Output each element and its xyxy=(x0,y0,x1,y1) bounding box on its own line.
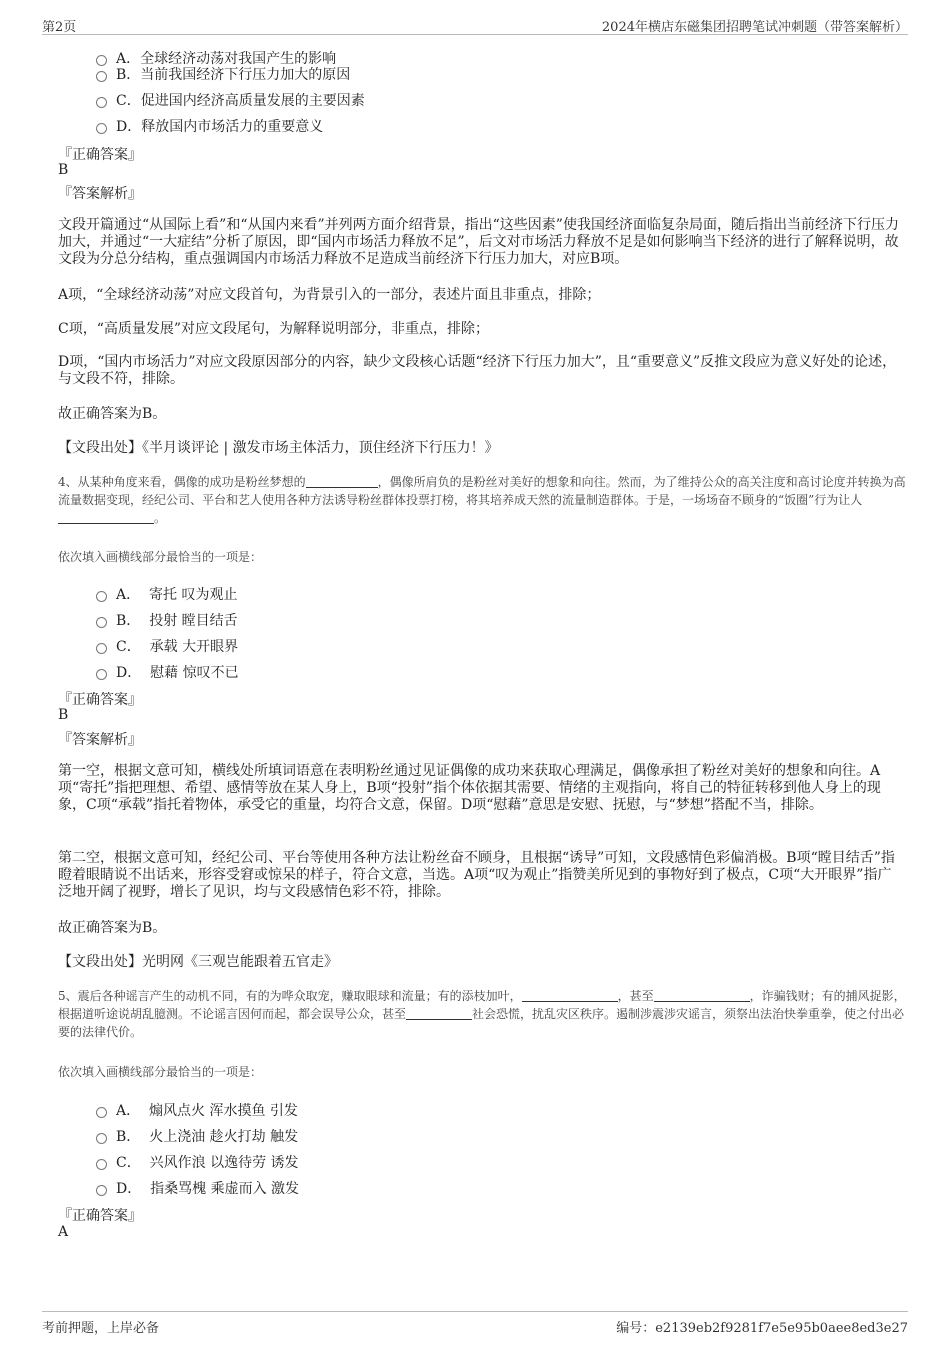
radio-icon[interactable] xyxy=(96,1185,107,1196)
q3-option-a[interactable]: A．全球经济动荡对我国产生的影响 xyxy=(96,48,336,68)
q3-option-c[interactable]: C．促进国内经济高质量发展的主要因素 xyxy=(96,90,365,110)
q4-instruction: 依次填入画横线部分最恰当的一项是： xyxy=(58,550,263,564)
blank-line xyxy=(654,989,750,1002)
radio-icon[interactable] xyxy=(96,591,107,602)
radio-icon[interactable] xyxy=(96,1159,107,1170)
q4-stem: 4、从某种角度来看，偶像的成功是粉丝梦想的 ，偶像所肩负的是粉丝对美好的想象和向往。然而，为了维持公众的高关注度和高讨论度并转换为高流量数据变现，经纪公司、平台和艺人使用各种方法诱导粉丝群体投票打榜，将其培养成天然的流量制造群体。于是，一场场奋不顾身的“饭圈”行为让人。 xyxy=(58,475,906,525)
blank-line xyxy=(306,475,378,488)
q4-option-a[interactable]: A． 寄托 叹为观止 xyxy=(96,584,237,604)
q3-analysis-p5: 故正确答案为B。 xyxy=(58,406,167,422)
q3-analysis-p1: 文段开篇通过“从国际上看”和“从国内来看”并列两方面介绍背景，指出“这些因素”使我国经济面临复杂局面，随后指出当前经济下行压力加大，并通过“一大症结”分析了原因，即“国内市场活力释放不足”，后文对市场活力释放不足是如何影响当下经济的进行了解释说明，故文段为分总分结构，重点强调国内市场活力释放不足造成当前经济下行压力加大，对应B项。 xyxy=(58,217,899,267)
q5-option-d[interactable]: D． 指桑骂槐 乘虚而入 激发 xyxy=(96,1178,299,1198)
q4-option-d[interactable]: D． 慰藉 惊叹不已 xyxy=(96,662,239,682)
radio-icon[interactable] xyxy=(96,97,107,108)
q3-option-b[interactable]: B．当前我国经济下行压力加大的原因 xyxy=(96,64,350,84)
q3-analysis-p2: A项，“全球经济动荡”对应文段首句，为背景引入的一部分，表述片面且非重点，排除； xyxy=(58,287,601,303)
q4-analysis-label: 『答案解析』 xyxy=(58,732,142,748)
q5-option-c[interactable]: C． 兴风作浪 以逸待劳 诱发 xyxy=(96,1152,299,1172)
radio-icon[interactable] xyxy=(96,643,107,654)
q5-option-a[interactable]: A． 煽风点火 浑水摸鱼 引发 xyxy=(96,1100,298,1120)
q3-analysis-p4: D项，“国内市场活力”对应文段原因部分的内容，缺少文段核心话题“经济下行压力加大”，且“重要意义”反推文段应为意义好处的论述，与文段不符，排除。 xyxy=(58,354,897,387)
q5-stem: 5、震后各种谣言产生的动机不同，有的为哗众取宠，赚取眼球和流量；有的添枝加叶， ，甚至 ，诈骗钱财；有的捕风捉影，根据道听途说胡乱臆测。不论谣言因何而起，都会误导公众，甚至 社会恐慌，扰乱灾区秩序。遏制涉震涉灾谣言，须祭出法治快拳重拳，使之付出必要的法律代价。 xyxy=(58,989,906,1039)
footer-slogan: 考前押题，上岸必备 xyxy=(42,1321,160,1336)
q3-answer: B xyxy=(58,162,69,178)
q5-option-b[interactable]: B． 火上浇油 趁火打劫 触发 xyxy=(96,1126,298,1146)
document-id: 编号：e2139eb2f9281f7e5e95b0aee8ed3e27 xyxy=(616,1321,908,1336)
blank-line xyxy=(58,511,154,524)
q4-option-b[interactable]: B． 投射 瞠目结舌 xyxy=(96,610,238,630)
q4-answer: B xyxy=(58,707,69,723)
radio-icon[interactable] xyxy=(96,617,107,628)
radio-icon[interactable] xyxy=(96,123,107,134)
q4-analysis-p3: 故正确答案为B。 xyxy=(58,920,167,936)
blank-line xyxy=(522,989,618,1002)
q4-option-c[interactable]: C． 承载 大开眼界 xyxy=(96,636,238,656)
q3-analysis-label: 『答案解析』 xyxy=(58,186,142,202)
q3-source: 【文段出处】《半月谈评论 | 激发市场主体活力，顶住经济下行压力！》 xyxy=(58,440,499,456)
page-header xyxy=(42,14,908,35)
page-number: 第2页 xyxy=(42,20,77,35)
radio-icon[interactable] xyxy=(96,1133,107,1144)
page-footer xyxy=(42,1311,908,1336)
q3-option-d[interactable]: D．释放国内市场活力的重要意义 xyxy=(96,116,323,136)
q4-analysis-p1: 第一空，根据文意可知，横线处所填词语意在表明粉丝通过见证偶像的成功来获取心理满足，偶像承担了粉丝对美好的想象和向往。A项“寄托”指把理想、希望、感情等放在某人身上，B项“投射”指个体依据其需要、情绪的主观指向，将自己的特征转移到他人身上的现象，C项“承载”指托着物体，承受它的重量，均符合文意，保留。D项“慰藉”意思是安慰、抚慰，与“梦想”搭配不当，排除。 xyxy=(58,763,881,813)
radio-icon[interactable] xyxy=(96,71,107,82)
q3-analysis-p3: C项，“高质量发展”对应文段尾句，为解释说明部分，非重点，排除； xyxy=(58,321,490,337)
q4-source: 【文段出处】光明网《三观岂能跟着五官走》 xyxy=(58,954,338,970)
radio-icon[interactable] xyxy=(96,1107,107,1118)
q5-answer: A xyxy=(58,1224,69,1240)
q3-answer-label: 『正确答案』 xyxy=(58,147,142,163)
radio-icon[interactable] xyxy=(96,669,107,680)
document-title: 2024年横店东磁集团招聘笔试冲刺题（带答案解析） xyxy=(601,20,908,35)
q5-instruction: 依次填入画横线部分最恰当的一项是： xyxy=(58,1065,263,1079)
q4-answer-label: 『正确答案』 xyxy=(58,692,142,708)
q4-analysis-p2: 第二空，根据文意可知，经纪公司、平台等使用各种方法让粉丝奋不顾身，且根据“诱导”可知，文段感情色彩偏消极。B项“瞠目结舌”指瞪着眼睛说不出话来，形容受窘或惊呆的样子，符合文意，当选。A项“叹为观止”指赞美所见到的事物好到了极点，C项“大开眼界”指广泛地开阔了视野，增长了见识，均与文段感情色彩不符，排除。 xyxy=(58,850,895,900)
q5-answer-label: 『正确答案』 xyxy=(58,1208,142,1224)
blank-line xyxy=(406,1007,472,1020)
